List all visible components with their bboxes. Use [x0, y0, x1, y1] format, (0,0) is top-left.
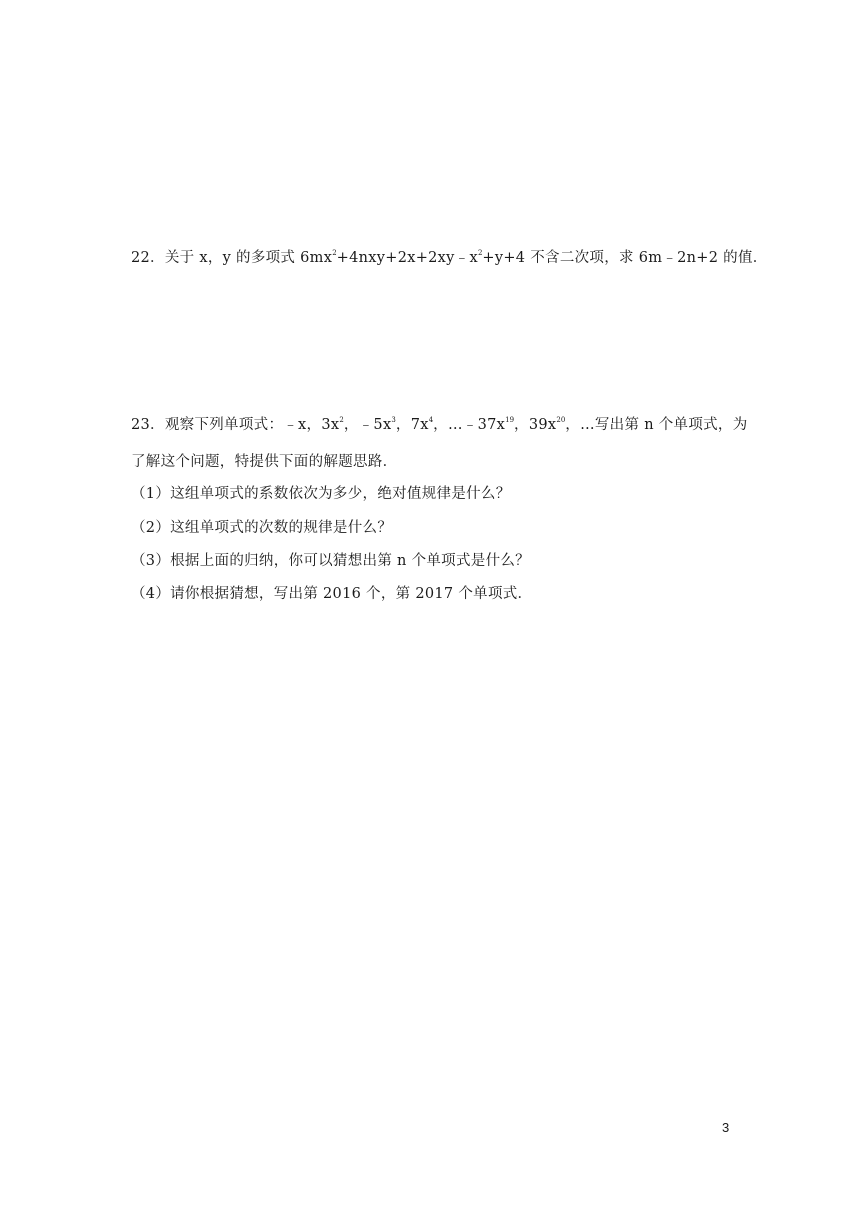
q22-exponent-1: 2	[332, 249, 337, 257]
question-23-sub-4: （4）请你根据猜想，写出第 2016 个，第 2017 个单项式．	[131, 586, 533, 602]
page-number: 3	[722, 1120, 730, 1135]
q23-exponent-2: 3	[391, 416, 396, 424]
q23-exponent-1: 2	[339, 416, 344, 424]
question-23-line-2: 了解这个问题，特提供下面的解题思路．	[131, 454, 398, 470]
q23-exponent-5: 20	[556, 416, 566, 424]
q23-text-2: ，﹣5x	[343, 417, 392, 433]
q22-exponent-2: 2	[477, 249, 483, 257]
q23-text-3: ，7x	[395, 417, 429, 433]
q22-text-intro: 22．关于 x，y 的多项式 6mx	[131, 250, 333, 266]
q23-text-5: ，39x	[514, 417, 557, 433]
q22-text-end: +y+4 不含二次项，求 6m﹣2n+2 的值．	[482, 250, 768, 266]
q23-exponent-4: 19	[505, 416, 515, 424]
q23-text-4: ，…﹣37x	[433, 417, 506, 433]
question-22	[131, 248, 768, 268]
question-23-sub-1: （1）这组单项式的系数依次为多少，绝对值规律是什么？	[131, 486, 511, 502]
q22-text-mid: +4nxy+2x+2xy﹣x	[336, 250, 478, 266]
question-23-sub-3: （3）根据上面的归纳，你可以猜想出第 n 个单项式是什么？	[131, 553, 530, 569]
question-23-line-1	[131, 415, 748, 435]
q23-text-intro: 23．观察下列单项式：﹣x，3x	[131, 417, 340, 433]
q23-text-6: ，…写出第 n 个单项式，为	[565, 417, 748, 433]
question-23-sub-2: （2）这组单项式的次数的规律是什么？	[131, 520, 393, 536]
q23-exponent-3: 4	[428, 416, 434, 424]
